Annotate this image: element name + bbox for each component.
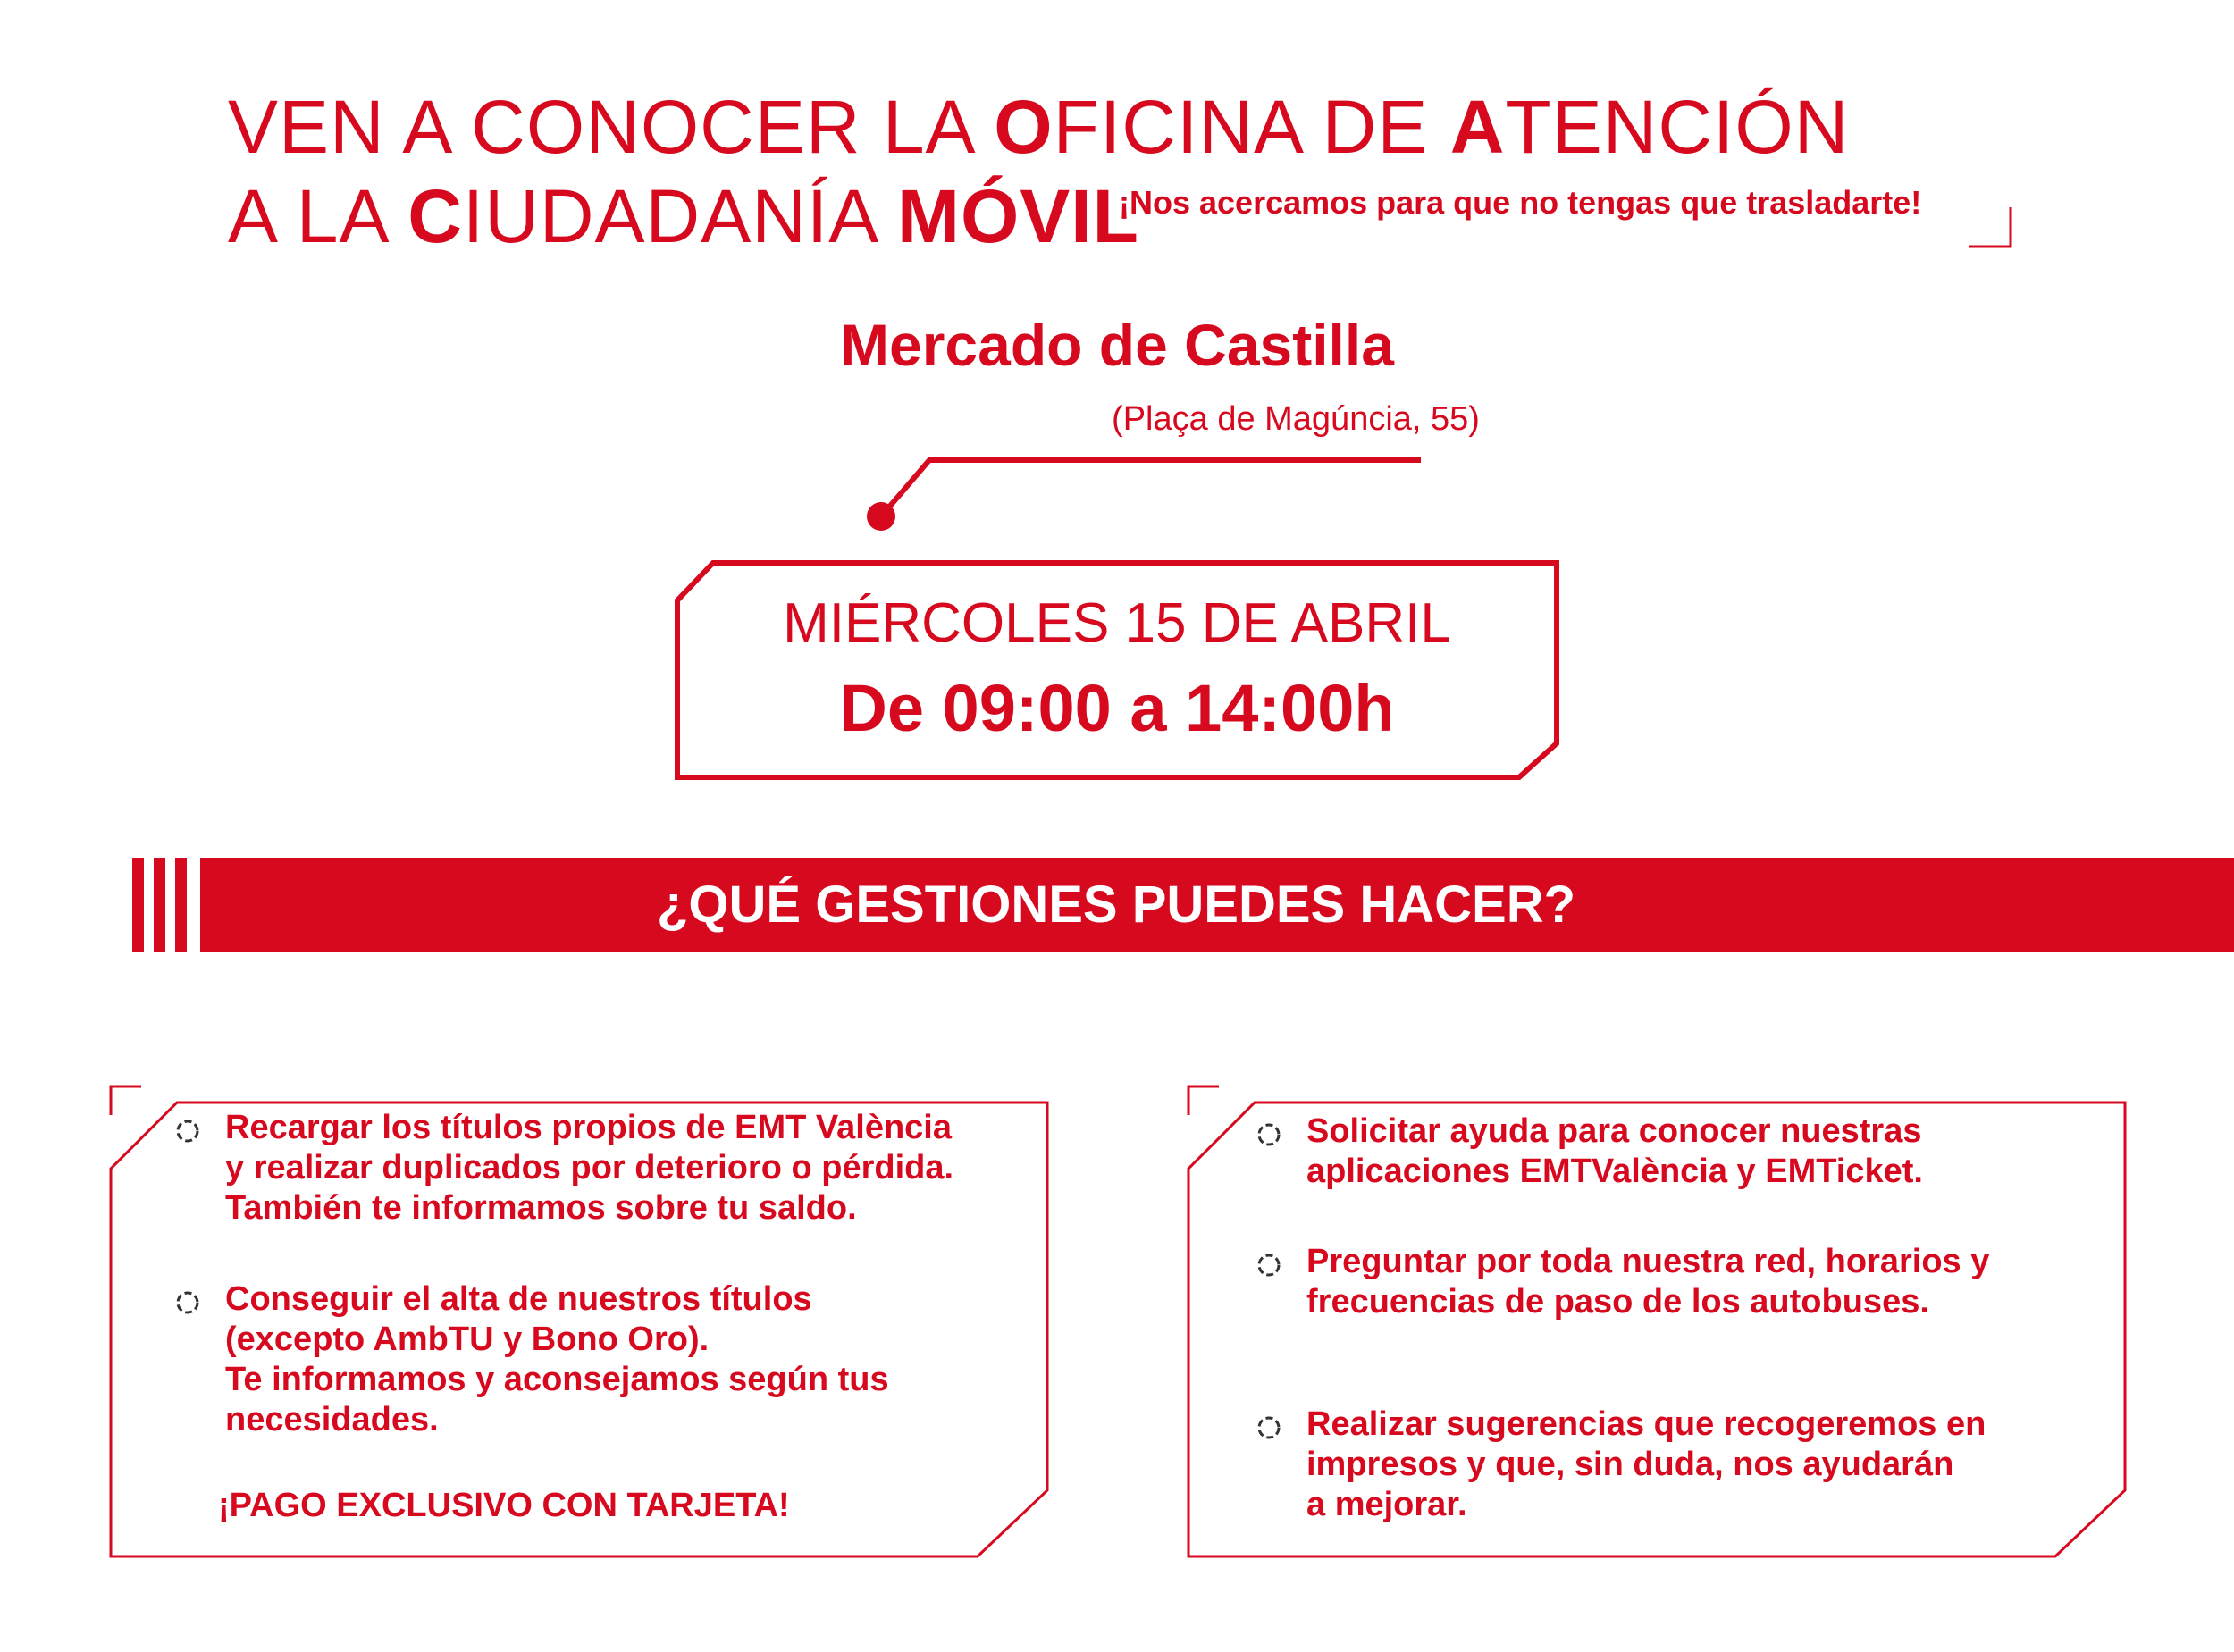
location-dot-icon: [867, 502, 895, 531]
tagline: ¡Nos acercamos para que no tengas que trasladarte!: [1119, 184, 1922, 221]
dashed-circle-bullet-icon: [1249, 1115, 1289, 1154]
headline-movil: MÓVIL: [896, 174, 1139, 258]
tagline-corner-bracket: [1966, 204, 2016, 250]
list-item-text: Recargar los títulos propios de EMT València y realizar duplicados por deterioro o pérdida. También te informamos sobre tu saldo.: [225, 1109, 954, 1227]
list-item: [168, 1108, 953, 1229]
headline-text: TENCIÓN: [1505, 85, 1850, 169]
payment-notice: ¡PAGO EXCLUSIVO CON TARJETA!: [218, 1487, 790, 1524]
location-pin-connector: [858, 447, 1430, 545]
event-hours: De 09:00 a 14:00h: [839, 671, 1395, 745]
list-item: [168, 1279, 889, 1440]
list-item-text: Preguntar por toda nuestra red, horarios y frecuencias de paso de los autobuses.: [1306, 1243, 1990, 1321]
dashed-circle-bullet-icon: [168, 1283, 207, 1322]
list-item-text: Realizar sugerencias que recogeremos en impresos y que, sin duda, nos ayudarán a mejorar.: [1306, 1405, 1986, 1523]
headline-initial-a: A: [1449, 85, 1506, 169]
event-date: MIÉRCOLES 15 DE ABRIL: [783, 592, 1451, 654]
banner-stripe: [154, 858, 165, 952]
list-item: [1249, 1242, 1989, 1322]
venue-address: (Plaça de Magúncia, 55): [1112, 400, 1480, 438]
banner-stripe: [132, 858, 144, 952]
venue-name: Mercado de Castilla: [840, 312, 1394, 378]
headline-line-1: [228, 82, 1849, 172]
dashed-circle-bullet-icon: [168, 1111, 207, 1151]
headline-initial-c: C: [407, 174, 463, 258]
headline-text: VEN A CONOCER LA: [228, 85, 995, 169]
list-item-text: Solicitar ayuda para conocer nuestras aplicaciones EMTValència y EMTicket.: [1306, 1112, 1923, 1190]
section-title: ¿QUÉ GESTIONES PUEDES HACER?: [656, 876, 1576, 934]
headline-line-2: [228, 172, 1139, 261]
headline-text: FICINA DE: [1053, 85, 1450, 169]
dashed-circle-bullet-icon: [1249, 1245, 1289, 1285]
headline-text: IUDADANÍA: [462, 174, 897, 258]
dashed-circle-bullet-icon: [1249, 1408, 1289, 1447]
headline-initial-o: O: [994, 85, 1054, 169]
list-item: [1249, 1111, 1923, 1192]
banner-stripe: [175, 858, 187, 952]
list-item-text: Conseguir el alta de nuestros títulos (excepto AmbTU y Bono Oro). Te informamos y aconsejamos según tus necesidades.: [225, 1280, 889, 1438]
list-item: [1249, 1405, 1986, 1525]
headline-text: A LA: [228, 174, 408, 258]
